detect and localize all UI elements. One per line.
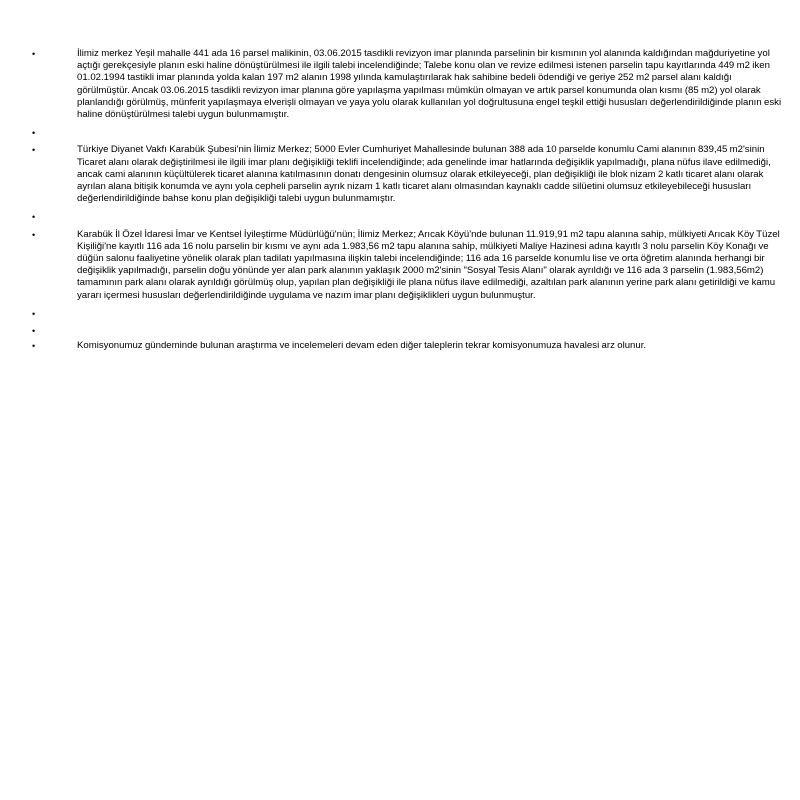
list-item xyxy=(30,229,790,302)
bullet-icon: • xyxy=(32,49,36,59)
list-item-empty xyxy=(30,325,790,337)
bullet-icon: • xyxy=(32,341,36,352)
list-item-empty xyxy=(30,211,790,223)
bullet-icon: • xyxy=(32,212,36,223)
list-item xyxy=(30,48,790,121)
list-item-empty xyxy=(30,127,790,139)
bullet-icon: • xyxy=(32,308,36,319)
bullet-icon: • xyxy=(32,229,36,240)
item-text: Türkiye Diyanet Vakfı Karabük Şubesi'nin İlimiz Merkez; 5000 Evler Cumhuriyet Mahallesinde bulunan 388 ada 10 parselde konumlu Cami alanının 839,45 m2'sinin Ticaret alanı olarak değiştirilmesi ile ilgili imar planı değişikliği teklifi incelendiğinde; ada genelinde imar hatlarında değişiklik yapılmadığı, plana nüfus ilave edilmediği, ancak cami alanının küçültülerek ticaret alanına katılmasının donatı dengesinin olumsuz olarak etkileyeceği, plan değişikliği ile blok nizam 2 katlı ticaret alanı olarak ayrılan alana bitişik konumda ve aynı yola cepheli parselin ayrık nizam 1 katlı ticaret alanı olmasından kaynaklı cadde silüetini olumsuz etkileyebileceği hususları değerlendirildiğinde bahse konu plan değişikliği talebi uygun bulunmamıştır. xyxy=(77,144,771,205)
list-item-empty xyxy=(30,308,790,320)
bullet-icon: • xyxy=(32,145,36,156)
item-text: Komisyonumuz gündeminde bulunan araştırma ve incelemeleri devam eden diğer taleplerin tekrar komisyonumuza havalesi arz olunur. xyxy=(77,340,647,352)
report-item-list xyxy=(30,48,790,358)
bullet-icon: • xyxy=(32,326,36,337)
list-item xyxy=(30,144,790,205)
list-item xyxy=(30,340,790,352)
bullet-icon: • xyxy=(32,128,36,139)
item-text: İlimiz merkez Yeşil mahalle 441 ada 16 parsel malikinin, 03.06.2015 tasdikli revizyon imar planında parselinin bir kısmının yol alanında kaldığından mağduriyetine yol açtığı gerekçesiyle planın eski haline dönüştürülmesi ile ilgili talebi incelendiğinde; Talebe konu olan ve revize edilmesi istenen parselin tapu kayıtlarında 449 m2 iken 01.02.1994 tastikli imar planında yolda kalan 197 m2 alanın 1998 yılında kamulaştırılarak hak sahibine bedeli ödendiği ve geriye 252 m2 parsel alanı kaldığı görülmüştür. Ancak 03.06.2015 tasdikli revizyon imar planına göre yapılaşma yapılması mümkün olmayan ve artık parsel konumunda olan kısmı (85 m2) yol olarak planlandığı görülmüş, münferit yapılaşmaya elverişli olmayan ve yaya yolu olarak kullanılan yol doğrultusuna engel teşkil ettiği hususları değerlendirildiğinde planın eski haline dönüştürülmesi talebi uygun bulunmamıştır. xyxy=(77,48,782,121)
item-text: Karabük İl Özel İdaresi İmar ve Kentsel İyileştirme Müdürlüğü'nün; İlimiz Merkez; Arıcak Köyü'nde bulunan 11.919,91 m2 tapu alanına sahip, mülkiyeti Arıcak Köy Tüzel Kişiliği'ne kayıtlı 116 ada 16 nolu parselin bir kısmı ve aynı ada 1.983,56 m2 tapu alanına sahip, mülkiyeti Maliye Hazinesi adına kayıtlı 3 nolu parselin Köy Konağı ve düğün salonu faaliyetine yönelik olarak plan tadilatı yapılmasına ilişkin talebi incelendiğinde; 116 ada 16 parselde konumlu lise ve orta öğretim alanında herhangi bir değişiklik yapılmadığı, parselin doğu yönünde yer alan park alanının yaklaşık 2000 m2'sinin "Sosyal Tesis Alanı" olarak ayrıldığı ve 116 ada 3 parselin (1.983,56m2) tamamının park alanı olarak ayrıldığı görülmüş olup, yapılan plan değişikliği ile plana nüfus ilave edilmediği, azaltılan park alanının yerine park alanı getirildiği ve kamu yararı içermesi hususları değerlendirildiğinde uygulama ve nazım imar planı değişiklikleri uygun bulunmuştur. xyxy=(77,228,780,301)
